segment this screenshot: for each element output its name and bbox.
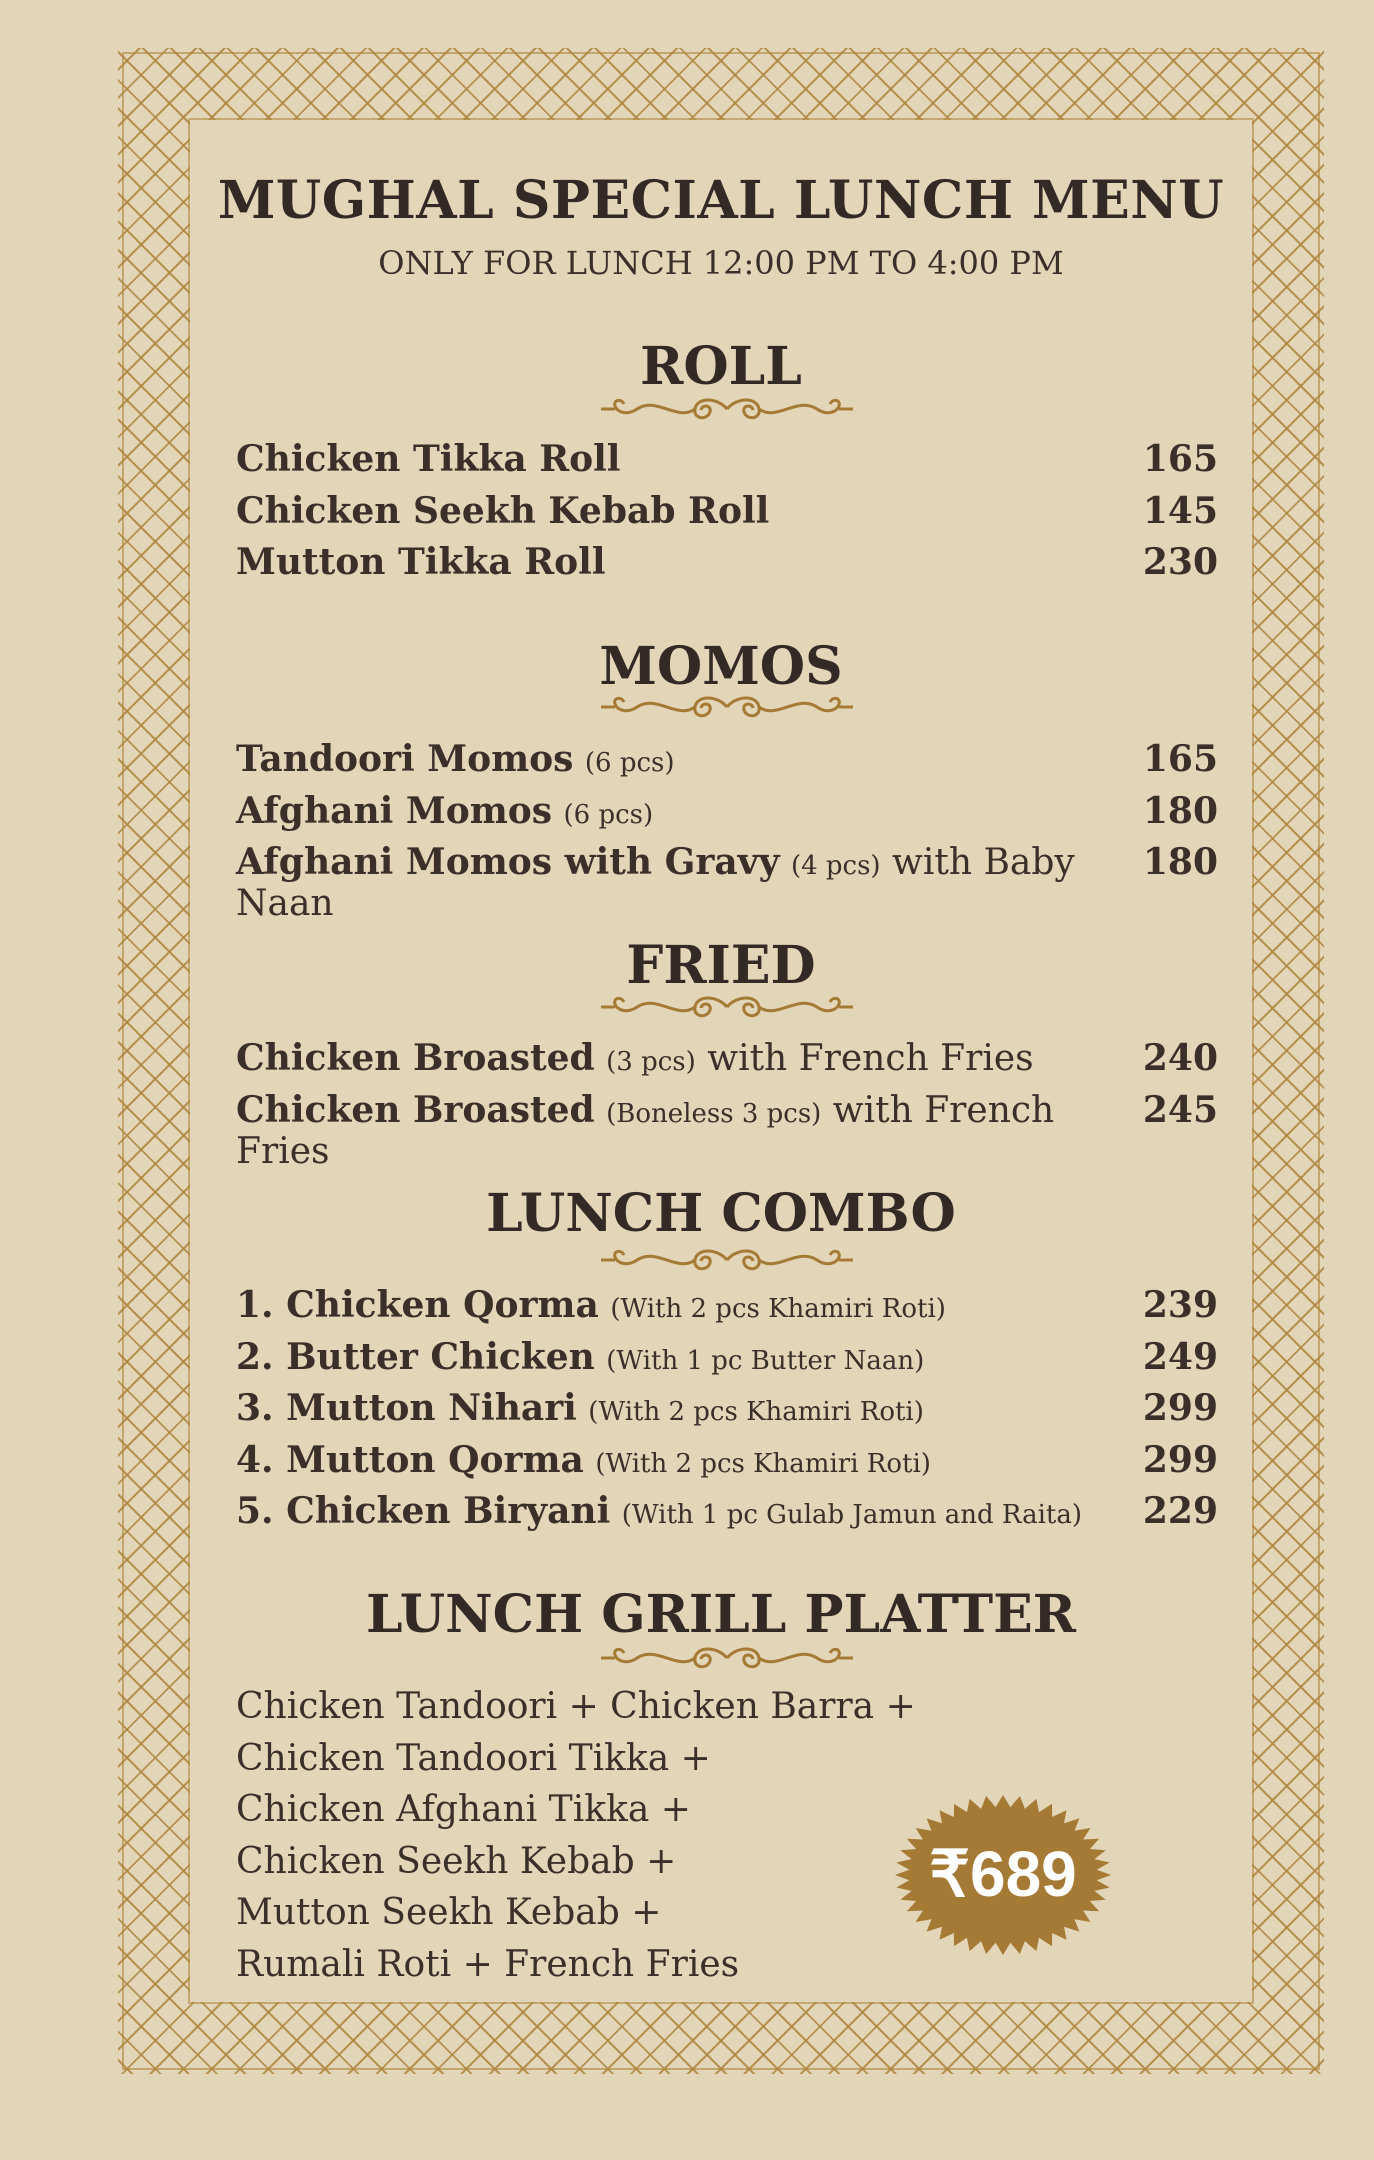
item-name: Afghani Momos with Gravy	[236, 841, 780, 883]
flourish-ornament-icon	[597, 1243, 857, 1277]
menu-title: MUGHAL SPECIAL LUNCH MENU	[217, 170, 1225, 231]
item-note: (3 pcs)	[606, 1047, 696, 1077]
menu-item-row	[236, 1439, 1218, 1487]
item-price: 180	[1142, 790, 1218, 832]
section-title-lunch-combo: LUNCH COMBO	[486, 1183, 956, 1244]
item-price: 229	[1142, 1490, 1218, 1532]
item-name: 4. Mutton Qorma	[236, 1439, 584, 1481]
menu-item-row	[236, 541, 1218, 589]
item-name: Afghani Momos	[236, 790, 553, 832]
flourish-ornament-icon	[597, 690, 857, 724]
menu-item-row	[236, 490, 1218, 538]
item-name: Chicken Seekh Kebab Roll	[236, 490, 770, 532]
item-price: 239	[1142, 1284, 1218, 1326]
item-name: Chicken Broasted	[236, 1089, 595, 1131]
platter-price: ₹689	[929, 1838, 1077, 1910]
section-title-roll: ROLL	[640, 336, 802, 397]
item-price: 299	[1142, 1439, 1218, 1481]
menu-item-row	[236, 1336, 1218, 1384]
item-note: (With 1 pc Butter Naan)	[606, 1346, 925, 1376]
item-note: (With 2 pcs Khamiri Roti)	[588, 1397, 924, 1427]
item-price: 165	[1142, 438, 1218, 480]
section-title-momos: MOMOS	[599, 636, 843, 697]
menu-item-row	[236, 1037, 1218, 1085]
item-price: 165	[1142, 738, 1218, 780]
item-extra: with French Fries	[707, 1038, 1034, 1079]
section-title-lunch-grill-platter: LUNCH GRILL PLATTER	[366, 1584, 1076, 1645]
item-name: Chicken Broasted	[236, 1037, 595, 1079]
menu-item-row	[236, 790, 1218, 838]
item-extra: with French Fries	[236, 1090, 1055, 1172]
menu-item-row	[236, 738, 1218, 786]
menu-subtitle: ONLY FOR LUNCH 12:00 PM TO 4:00 PM	[378, 244, 1064, 282]
item-price: 230	[1142, 541, 1218, 583]
item-name: 3. Mutton Nihari	[236, 1387, 577, 1429]
item-note: (With 1 pc Gulab Jamun and Raita)	[621, 1500, 1082, 1530]
flourish-ornament-icon	[597, 392, 857, 426]
platter-line: Chicken Tandoori + Chicken Barra +	[236, 1686, 916, 1727]
flourish-ornament-icon	[597, 1641, 857, 1675]
platter-line: Chicken Tandoori Tikka +	[236, 1738, 711, 1779]
price-badge	[892, 1792, 1114, 1958]
item-name: 1. Chicken Qorma	[236, 1284, 599, 1326]
item-name: Mutton Tikka Roll	[236, 541, 606, 583]
item-note: (6 pcs)	[563, 800, 654, 830]
item-note: (With 2 pcs Khamiri Roti)	[610, 1294, 946, 1324]
item-price: 145	[1142, 490, 1218, 532]
menu-item-row	[236, 841, 1218, 924]
item-note: (6 pcs)	[584, 748, 675, 778]
item-price: 180	[1142, 841, 1218, 883]
item-note: (4 pcs)	[790, 851, 881, 881]
item-price: 299	[1142, 1387, 1218, 1429]
platter-line: Rumali Roti + French Fries	[236, 1944, 740, 1985]
flourish-ornament-icon	[597, 990, 857, 1024]
item-price: 249	[1142, 1336, 1218, 1378]
item-price: 245	[1142, 1089, 1218, 1131]
menu-item-row	[236, 438, 1218, 486]
item-note: (Boneless 3 pcs)	[606, 1099, 822, 1129]
item-name: 2. Butter Chicken	[236, 1336, 595, 1378]
item-note: (With 2 pcs Khamiri Roti)	[595, 1449, 931, 1479]
section-title-fried: FRIED	[626, 935, 816, 996]
item-name: 5. Chicken Biryani	[236, 1490, 611, 1532]
item-price: 240	[1142, 1037, 1218, 1079]
menu-item-row	[236, 1089, 1218, 1172]
item-name: Chicken Tikka Roll	[236, 438, 621, 480]
platter-line: Chicken Afghani Tikka +	[236, 1789, 691, 1830]
menu-item-row	[236, 1490, 1218, 1538]
menu-item-row	[236, 1284, 1218, 1332]
item-extra: with Baby Naan	[236, 842, 1075, 924]
item-name: Tandoori Momos	[236, 738, 574, 780]
platter-line: Mutton Seekh Kebab +	[236, 1892, 662, 1933]
menu-item-row	[236, 1387, 1218, 1435]
platter-line: Chicken Seekh Kebab +	[236, 1841, 677, 1882]
